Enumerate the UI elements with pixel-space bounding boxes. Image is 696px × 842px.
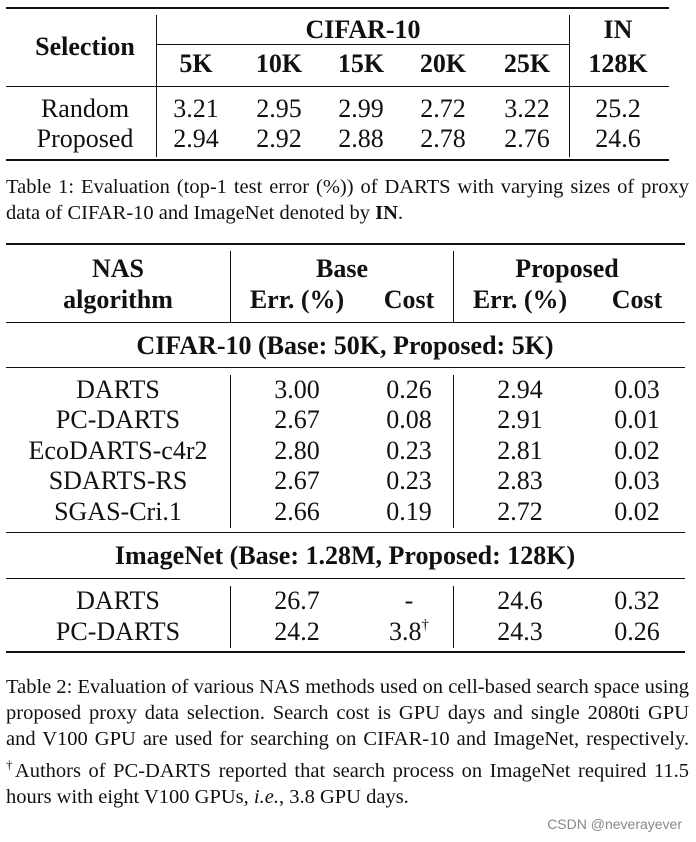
table1-size-10k: 10K bbox=[255, 49, 303, 78]
cell-value: 0.01 bbox=[614, 405, 660, 434]
table2-vrule bbox=[453, 375, 454, 528]
cell-value: 2.95 bbox=[256, 94, 302, 123]
cell-value: 0.02 bbox=[614, 497, 660, 526]
table2-header-algorithm: algorithm bbox=[63, 285, 173, 314]
cell-value: 2.72 bbox=[497, 497, 543, 526]
table2-vrule bbox=[453, 251, 454, 322]
table2-section-rule bbox=[6, 532, 685, 533]
cell-value: 2.94 bbox=[497, 375, 543, 404]
table1-size-5k: 5K bbox=[179, 49, 213, 78]
cell-value: 2.66 bbox=[274, 497, 320, 526]
cell-value: 25.2 bbox=[595, 94, 641, 123]
cell-value: 2.94 bbox=[173, 124, 219, 153]
cell-value: 0.32 bbox=[614, 586, 660, 615]
table1-caption: Table 1: Evaluation (top-1 test error (%)) of DARTS with varying sizes of proxy data of CIFAR-10 and ImageNet denoted by IN. bbox=[6, 176, 689, 224]
cell-value: 0.26 bbox=[614, 617, 660, 646]
table2-header-proposed: Proposed bbox=[515, 254, 619, 283]
table2-caption: Table 2: Evaluation of various NAS methods used on cell-based search space using proposed proxy data selection. Search cost is GPU days and single 2080ti GPU and V100 GPU are used for searching on CIFAR-10 and ImageNet, respectively. †Authors of PC-DARTS reported that search process on ImageNet required 11.5 hours with eight V100 GPUs, i.e., 3.8 GPU days. bbox=[6, 676, 689, 808]
cell-value: 24.3 bbox=[497, 617, 543, 646]
row-name: SDARTS-RS bbox=[48, 466, 188, 495]
table2-section-rule bbox=[6, 578, 685, 579]
cell-value: 3.21 bbox=[173, 94, 219, 123]
watermark: CSDN @neverayever bbox=[547, 816, 682, 832]
table1-size-25k: 25K bbox=[503, 49, 551, 78]
table1-header-selection: Selection bbox=[35, 32, 135, 61]
cell-value: 2.88 bbox=[338, 124, 384, 153]
table2-head-rule bbox=[6, 322, 685, 323]
table2-top-rule bbox=[6, 243, 685, 245]
cell-value: 0.19 bbox=[386, 497, 432, 526]
table2-header-prop-err: Err. (%) bbox=[472, 285, 568, 314]
dagger-mark: † bbox=[421, 617, 429, 633]
cell-value: 24.6 bbox=[497, 586, 543, 615]
table2-header-base-cost: Cost bbox=[383, 285, 435, 314]
table2-header-nas: NAS bbox=[91, 254, 145, 283]
table2-vrule bbox=[453, 586, 454, 648]
table2-header-base: Base bbox=[316, 254, 368, 283]
table1-top-rule bbox=[6, 7, 669, 9]
cell-value: 2.78 bbox=[420, 124, 466, 153]
cell-value: 26.7 bbox=[274, 586, 320, 615]
table1-header-in: IN bbox=[603, 15, 633, 44]
table2-header-base-err: Err. (%) bbox=[249, 285, 345, 314]
cell-value: 24.6 bbox=[595, 124, 641, 153]
cell-value: 0.08 bbox=[386, 405, 432, 434]
table1-vrule-left bbox=[156, 15, 157, 157]
cell-value: 24.2 bbox=[274, 617, 320, 646]
cell-value: 2.72 bbox=[420, 94, 466, 123]
cell-value: 2.92 bbox=[256, 124, 302, 153]
table2-vrule bbox=[230, 586, 231, 648]
cell-value: 2.76 bbox=[504, 124, 550, 153]
table2-header-prop-cost: Cost bbox=[611, 285, 663, 314]
table1-bottom-rule bbox=[6, 159, 669, 161]
cell-value: 2.80 bbox=[274, 436, 320, 465]
cell-value: 0.26 bbox=[386, 375, 432, 404]
row-name: PC-DARTS bbox=[55, 617, 181, 646]
row-label: Proposed bbox=[36, 124, 134, 153]
cell-value: 0.02 bbox=[614, 436, 660, 465]
cell-value: 2.83 bbox=[497, 466, 543, 495]
cell-value: 2.67 bbox=[274, 405, 320, 434]
row-name: SGAS-Cri.1 bbox=[54, 497, 182, 526]
cell-value: 0.23 bbox=[386, 436, 432, 465]
table2-section-rule bbox=[6, 367, 685, 368]
cell-value: 3.22 bbox=[504, 94, 550, 123]
table2-section-cifar: CIFAR-10 (Base: 50K, Proposed: 5K) bbox=[136, 331, 554, 360]
row-label: Random bbox=[40, 94, 130, 123]
cell-value: - bbox=[404, 586, 414, 615]
cell-value: 2.99 bbox=[338, 94, 384, 123]
row-name: DARTS bbox=[76, 375, 160, 404]
table1-vrule-right bbox=[569, 15, 570, 157]
table2-section-imagenet: ImageNet (Base: 1.28M, Proposed: 128K) bbox=[114, 541, 576, 570]
table1-size-20k: 20K bbox=[419, 49, 467, 78]
cell-value: 2.91 bbox=[497, 405, 543, 434]
cell-value: 3.00 bbox=[274, 375, 320, 404]
cell-value: 3.8† bbox=[389, 617, 429, 646]
cell-value: 0.03 bbox=[614, 375, 660, 404]
row-name: EcoDARTS-c4r2 bbox=[28, 436, 208, 465]
table1-size-15k: 15K bbox=[337, 49, 385, 78]
row-name: DARTS bbox=[76, 586, 160, 615]
table2-vrule bbox=[230, 375, 231, 528]
table1-header-cifar: CIFAR-10 bbox=[305, 15, 421, 44]
table2-vrule bbox=[230, 251, 231, 322]
cell-value: 0.03 bbox=[614, 466, 660, 495]
table2-bottom-rule bbox=[6, 651, 685, 653]
row-name: PC-DARTS bbox=[55, 405, 181, 434]
table1-cifar-cmidrule bbox=[156, 44, 569, 45]
cell-value: 2.67 bbox=[274, 466, 320, 495]
table1-size-in-128k: 128K bbox=[588, 49, 648, 78]
cell-value: 0.23 bbox=[386, 466, 432, 495]
cell-value: 2.81 bbox=[497, 436, 543, 465]
